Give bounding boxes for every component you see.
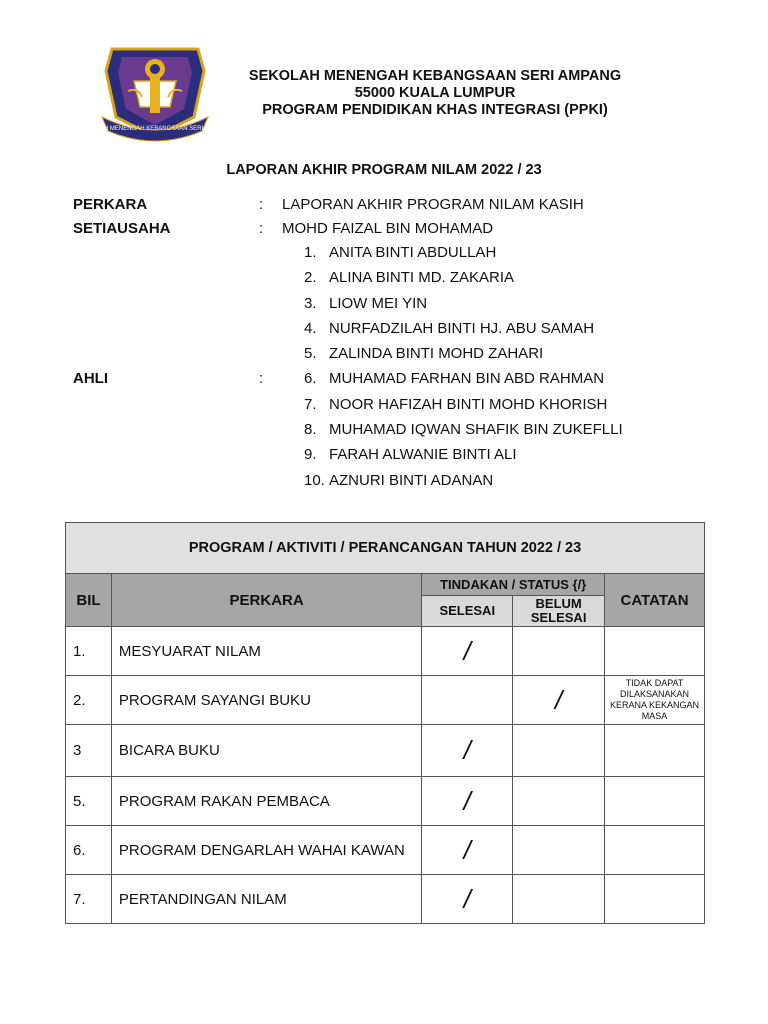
table-row — [66, 725, 705, 777]
table-row — [66, 777, 705, 826]
ahli-label: AHLI — [73, 370, 108, 387]
row-perkara: PROGRAM RAKAN PEMBACA — [111, 777, 421, 826]
school-crest-logo — [79, 47, 231, 139]
member-name: ALINA BINTI MD. ZAKARIA — [329, 269, 515, 287]
member-name: MUHAMAD IQWAN SHAFIK BIN ZUKEFLLI — [329, 421, 623, 439]
crest-banner-text: SEKOLAH MENENGAH KEBANGSAAN SERI AMPANG — [79, 126, 231, 132]
member-item — [304, 319, 623, 344]
setiausaha-value: MOHD FAIZAL BIN MOHAMAD — [282, 220, 494, 237]
belum-selesai-mark — [513, 777, 605, 826]
member-number: 2. — [304, 269, 317, 287]
selesai-mark: / — [422, 627, 513, 676]
member-name: NOOR HAFIZAH BINTI MOHD KHORISH — [329, 395, 608, 413]
member-name: AZNURI BINTI ADANAN — [329, 471, 494, 489]
member-item — [304, 268, 623, 293]
selesai-mark: / — [422, 777, 513, 826]
school-name: SEKOLAH MENENGAH KEBANGSAAN SERI AMPANG — [248, 68, 622, 84]
header-selesai: SELESAI — [422, 596, 513, 627]
member-number: 4. — [304, 319, 317, 337]
member-item — [304, 445, 623, 470]
member-item — [304, 471, 623, 496]
info-row-perkara — [73, 196, 713, 220]
catatan-note: TIDAK DAPAT DILAKSANAKAN KERANA KEKANGAN MASA — [605, 676, 705, 725]
row-perkara: PROGRAM SAYANGI BUKU — [111, 676, 421, 725]
selesai-mark: / — [422, 875, 513, 924]
member-item — [304, 243, 623, 268]
member-name: MUHAMAD FARHAN BIN ABD RAHMAN — [329, 370, 605, 388]
row-bil: 3 — [66, 725, 112, 777]
selesai-mark: / — [422, 725, 513, 777]
row-perkara: MESYUARAT NILAM — [111, 627, 421, 676]
member-item — [304, 395, 623, 420]
member-item — [304, 344, 623, 369]
member-number: 5. — [304, 345, 317, 363]
member-number: 7. — [304, 395, 317, 413]
table-row — [66, 627, 705, 676]
catatan-note — [605, 875, 705, 924]
school-address: 55000 KUALA LUMPUR — [354, 85, 516, 101]
header-tindakan-status: TINDAKAN / STATUS {/} — [422, 574, 605, 596]
member-name: ZALINDA BINTI MOHD ZAHARI — [329, 345, 544, 363]
row-perkara: PERTANDINGAN NILAM — [111, 875, 421, 924]
member-name: NURFADZILAH BINTI HJ. ABU SAMAH — [329, 319, 595, 337]
catatan-note — [605, 777, 705, 826]
header-belum-selesai: BELUM SELESAI — [513, 596, 605, 627]
report-title: LAPORAN AKHIR PROGRAM NILAM 2022 / 23 — [226, 162, 542, 178]
header-bil: BIL — [66, 574, 112, 627]
setiausaha-label: SETIAUSAHA — [73, 220, 171, 237]
colon: : — [259, 370, 264, 387]
belum-selesai-mark: / — [513, 676, 605, 725]
table-row — [66, 676, 705, 725]
member-item — [304, 294, 623, 319]
member-name: FARAH ALWANIE BINTI ALI — [329, 446, 517, 464]
selesai-mark — [422, 676, 513, 725]
perkara-label: PERKARA — [73, 196, 148, 213]
program-table — [65, 522, 705, 924]
colon: : — [259, 196, 264, 213]
row-bil: 6. — [66, 826, 112, 875]
member-name: LIOW MEI YIN — [329, 294, 428, 312]
belum-selesai-mark — [513, 627, 605, 676]
row-perkara: BICARA BUKU — [111, 725, 421, 777]
member-number: 8. — [304, 421, 317, 439]
catatan-note — [605, 725, 705, 777]
row-bil: 5. — [66, 777, 112, 826]
member-number: 1. — [304, 244, 317, 261]
member-name: ANITA BINTI ABDULLAH — [329, 244, 497, 261]
catatan-note — [605, 826, 705, 875]
info-row-setiausaha — [73, 220, 713, 244]
catatan-note — [605, 627, 705, 676]
member-item — [304, 369, 623, 394]
header-catatan: CATATAN — [605, 574, 705, 627]
program-name: PROGRAM PENDIDIKAN KHAS INTEGRASI (PPKI) — [262, 102, 608, 118]
table-row — [66, 875, 705, 924]
member-number: 10. — [304, 471, 325, 489]
row-bil: 7. — [66, 875, 112, 924]
info-block — [73, 196, 713, 244]
row-bil: 2. — [66, 676, 112, 725]
member-item — [304, 420, 623, 445]
member-number: 3. — [304, 294, 317, 312]
selesai-mark: / — [422, 826, 513, 875]
member-list — [304, 243, 623, 496]
row-bil: 1. — [66, 627, 112, 676]
perkara-value: LAPORAN AKHIR PROGRAM NILAM KASIH — [282, 196, 584, 213]
table-banner: PROGRAM / AKTIVITI / PERANCANGAN TAHUN 2022 / 23 — [66, 523, 705, 574]
belum-selesai-mark — [513, 725, 605, 777]
belum-selesai-mark — [513, 826, 605, 875]
header-perkara: PERKARA — [111, 574, 421, 627]
member-number: 9. — [304, 446, 317, 464]
belum-selesai-mark — [513, 875, 605, 924]
table-row — [66, 826, 705, 875]
row-perkara: PROGRAM DENGARLAH WAHAI KAWAN — [111, 826, 421, 875]
colon: : — [259, 220, 264, 237]
school-header — [200, 68, 670, 119]
member-number: 6. — [304, 370, 317, 388]
